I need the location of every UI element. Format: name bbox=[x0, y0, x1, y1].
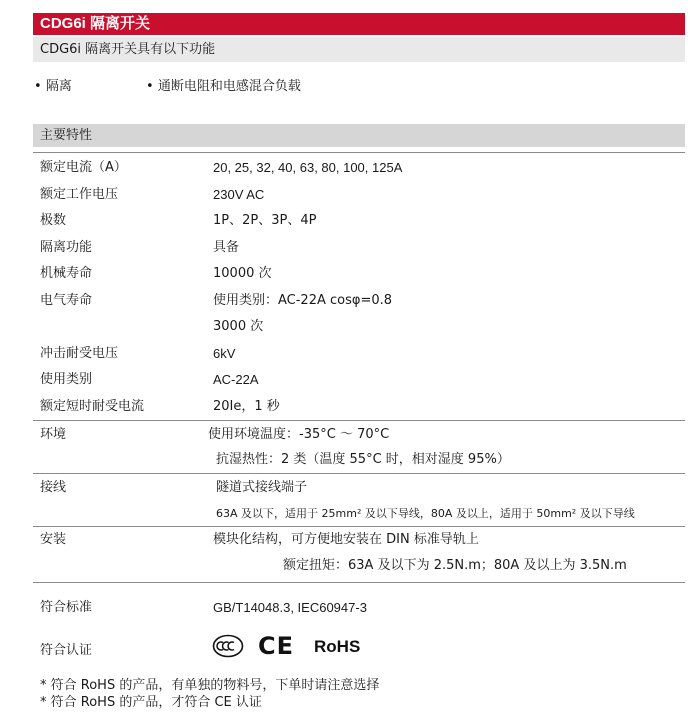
divider bbox=[33, 420, 685, 421]
spec-label-elec-life: 电气寿命 bbox=[40, 293, 93, 308]
spec-value-wiring-detail: 63A 及以下，适用于 25mm² 及以下导线，80A 及以上，适用于 50mm² 及以下导线 bbox=[216, 507, 635, 520]
spec-value-isolation: 具备 bbox=[213, 240, 240, 255]
spec-value-mech-life: 10000 次 bbox=[213, 266, 272, 281]
spec-value-elec-life: 使用类别：AC-22A cosφ=0.8 bbox=[213, 293, 393, 308]
spec-value-install-method: 模块化结构，可方便地安装在 DIN 标准导轨上 bbox=[213, 532, 479, 547]
footnote: * 符合 RoHS 的产品，才符合 CE 认证 bbox=[40, 695, 262, 710]
spec-label-certification: 符合认证 bbox=[40, 643, 93, 658]
spec-value-poles: 1P、2P、3P、4P bbox=[213, 213, 317, 228]
spec-value-install-torque: 额定扭矩：63A 及以下为 2.5N.m；80A 及以上为 3.5N.m bbox=[283, 558, 627, 573]
spec-label-impulse: 冲击耐受电压 bbox=[40, 346, 119, 361]
spec-value-env-humidity: 抗湿热性：2 类（温度 55°C 时，相对湿度 95%） bbox=[216, 452, 510, 467]
divider bbox=[33, 152, 685, 153]
spec-value-impulse: 6kV bbox=[213, 346, 236, 361]
spec-label-environment: 环境 bbox=[40, 427, 67, 442]
spec-value-rated-voltage: 230V AC bbox=[213, 187, 265, 202]
rohs-mark: RoHS bbox=[314, 637, 361, 656]
ccc-mark-icon bbox=[212, 634, 244, 658]
spec-label-isolation: 隔离功能 bbox=[40, 240, 93, 255]
ce-mark-icon: CE bbox=[258, 632, 295, 660]
spec-label-installation: 安装 bbox=[40, 532, 67, 547]
spec-value-rated-current: 20, 25, 32, 40, 63, 80, 100, 125A bbox=[213, 160, 403, 175]
spec-label-wiring: 接线 bbox=[40, 480, 67, 495]
spec-label-poles: 极数 bbox=[40, 213, 67, 228]
spec-value-category: AC-22A bbox=[213, 372, 259, 387]
spec-value-elec-life-cycles: 3000 次 bbox=[213, 319, 264, 334]
function-item-isolation: • 隔离 bbox=[34, 79, 72, 94]
spec-label-mech-life: 机械寿命 bbox=[40, 266, 93, 281]
spec-value-env-temp: 使用环境温度：-35°C ～ 70°C bbox=[208, 427, 390, 442]
spec-value-wiring-type: 隧道式接线端子 bbox=[216, 480, 308, 495]
divider bbox=[33, 582, 685, 583]
spec-value-standards: GB/T14048.3, IEC60947-3 bbox=[213, 600, 367, 615]
spec-label-rated-current: 额定电流（A） bbox=[40, 160, 127, 175]
subtitle: CDG6i 隔离开关具有以下功能 bbox=[40, 42, 216, 57]
spec-label-short-time: 额定短时耐受电流 bbox=[40, 399, 145, 414]
section-title: 主要特性 bbox=[40, 128, 93, 143]
section-bar bbox=[33, 124, 685, 147]
divider bbox=[33, 473, 685, 474]
footnote: * 符合 RoHS 的产品，有单独的物料号，下单时请注意选择 bbox=[40, 678, 380, 693]
spec-value-short-time: 20Ie，1 秒 bbox=[213, 399, 280, 414]
page-title: CDG6i 隔离开关 bbox=[40, 15, 151, 32]
spec-label-category: 使用类别 bbox=[40, 372, 93, 387]
function-item-switching: • 通断电阻和电感混合负载 bbox=[146, 79, 301, 94]
spec-label-rated-voltage: 额定工作电压 bbox=[40, 187, 119, 202]
spec-label-standards: 符合标准 bbox=[40, 600, 93, 615]
divider bbox=[33, 526, 685, 527]
